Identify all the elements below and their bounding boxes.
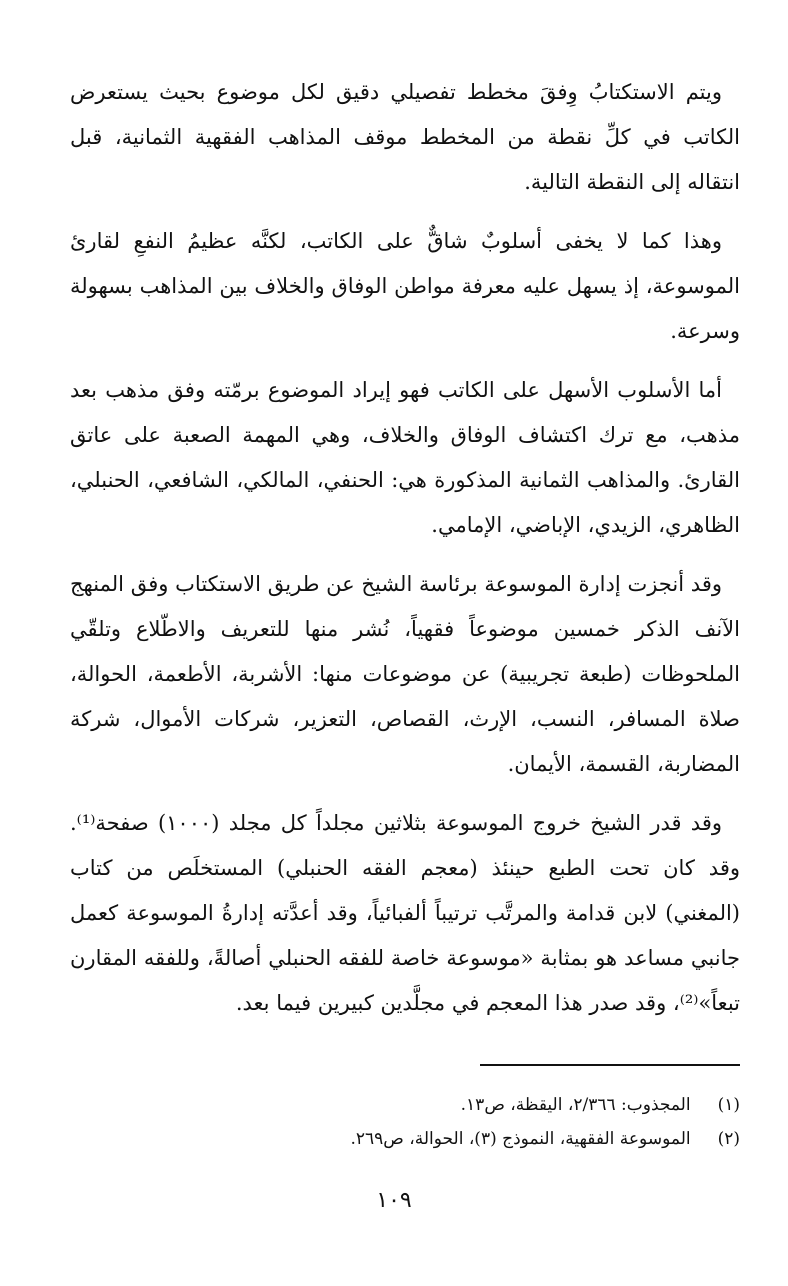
footnote-1: [70, 1088, 740, 1122]
footnote-divider: [480, 1064, 740, 1066]
footnote-number: (١): [717, 1095, 740, 1115]
paragraph-4: وقد أنجزت إدارة الموسوعة برئاسة الشيخ عن طريق الاستكتاب وفق المنهج الآنف الذكر خمسين موضوعاً فقهياً، نُشر منها للتعريف والاطّلاع وتلقّي الملحوظات (طبعة تجريبية) عن موضوعات منها: الأشربة، الأطعمة، الحوالة، صلاة المسافر، النسب، الإرث، القصاص، التعزير، شركات الأموال، شركة المضاربة، القسمة، الأيمان.: [70, 572, 740, 776]
footnote-text: المجذوب: ٢/٣٦٦، اليقظة، ص١٣.: [460, 1095, 691, 1115]
footnotes: [70, 1088, 740, 1156]
paragraph-5: وقد قدر الشيخ خروج الموسوعة بثلاثين مجلداً كل مجلد (١٠٠٠) صفحة⁽¹⁾. وقد كان تحت الطبع حينئذ (معجم الفقه الحنبلي) المستخلَص من كتاب (المغني) لابن قدامة والمرتَّب ترتيباً ألفبائياً، وقد أعدَّته إدارةُ الموسوعة كعمل جانبي مساعد هو بمثابة «موسوعة خاصة للفقه الحنبلي أصالةً، وللفقه المقارن تبعاً»⁽²⁾، وقد صدر هذا المعجم في مجلَّدين كبيرين فيما بعد.: [70, 811, 740, 1015]
paragraph-2: وهذا كما لا يخفى أسلوبٌ شاقٌّ على الكاتب، لكنَّه عظيمُ النفعِ لقارئ الموسوعة، إذ يسهل عليه معرفة مواطن الوفاق والخلاف بين المذاهب بسهولة وسرعة.: [70, 229, 740, 343]
footnote-2: [70, 1122, 740, 1156]
body-text: [70, 70, 740, 1040]
footnote-number: (٢): [717, 1129, 740, 1149]
paragraph-3: أما الأسلوب الأسهل على الكاتب فهو إيراد الموضوع برمّته وفق مذهب بعد مذهب، مع ترك اكتشاف الوفاق والخلاف، وهي المهمة الصعبة على عاتق القارئ. والمذاهب الثمانية المذكورة هي: الحنفي، المالكي، الشافعي، الحنبلي، الظاهري، الزيدي، الإباضي، الإمامي.: [70, 378, 740, 537]
paragraph-1: ويتم الاستكتابُ وِفقَ مخطط تفصيلي دقيق لكل موضوع بحيث يستعرض الكاتب في كلِّ نقطة من المخطط موقف المذاهب الفقهية الثمانية، قبل انتقاله إلى النقطة التالية.: [70, 80, 740, 194]
footnote-text: الموسوعة الفقهية، النموذج (٣)، الحوالة، ص٢٦٩.: [350, 1129, 691, 1149]
page-number: ١٠٩: [376, 1188, 412, 1213]
